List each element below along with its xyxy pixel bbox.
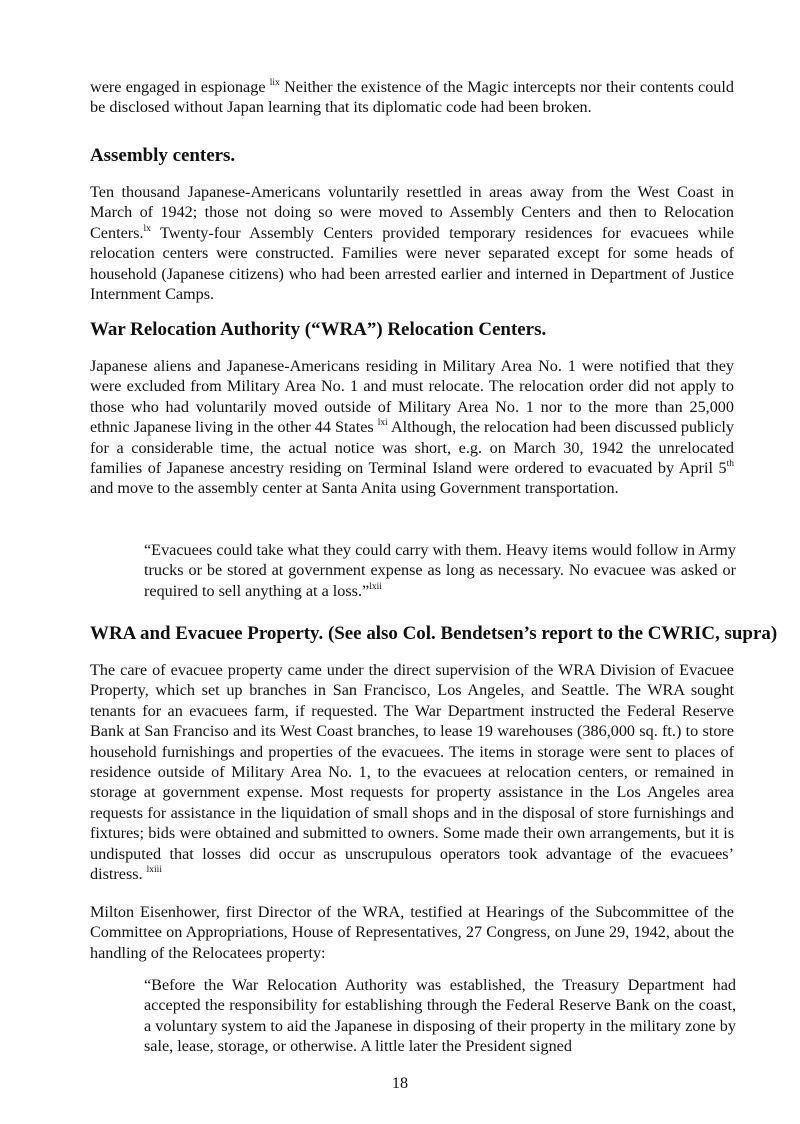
footnote-ref-lxiii: lxiii bbox=[146, 865, 162, 876]
paragraph-eisenhower-testimony: Milton Eisenhower, first Director of the WRA, testified at Hearings of the Subcommittee of the Committee on Appropriations, House of Representatives, 27 Congress, on June 29, 1942, about the handling of the Relocatees property: bbox=[90, 903, 734, 962]
superscript-th: th bbox=[726, 459, 734, 470]
footnote-ref-lix: lix bbox=[269, 78, 280, 88]
paragraph-wra-text-c: and move to the assembly center at Santa Anita using Government transportation. bbox=[90, 479, 619, 498]
quote-treasury-department: “Before the War Relocation Authority was established, the Treasury Department had accepted the responsibility for establishing through the Federal Reserve Bank on the coast, a voluntary system to aid the Japanese in disposing of their property in the military zone by sale, lease, storage, or otherwise. A little later the President signed bbox=[144, 976, 736, 1056]
footnote-ref-lxi: lxi bbox=[377, 418, 388, 429]
paragraph-evacuee-property bbox=[90, 660, 734, 884]
quote-evacuees bbox=[144, 540, 736, 601]
heading-wra-evacuee-property: WRA and Evacuee Property. (See also Col. Bendetsen’s report to the CWRIC, supra) bbox=[90, 623, 778, 644]
paragraph-wra-relocation-centers bbox=[90, 356, 734, 499]
footnote-ref-lx: lx bbox=[143, 223, 151, 234]
paragraph-assembly-centers bbox=[90, 182, 734, 304]
paragraph-wra-text-b: Although, the relocation had been discussed publicly for a considerable time, the actual notice was short, e.g. on March 30, 1942 the unrelocated families of Japanese ancestry residing on Terminal Island were ordered to evacuated by April 5 bbox=[90, 418, 734, 478]
quote-evacuees-text: “Evacuees could take what they could carry with them. Heavy items would follow in Army trucks or be stored at government expense as long as necessary. No evacuee was asked or required to sell anything at a loss.” bbox=[144, 541, 736, 600]
paragraph-assembly-text-b: Twenty-four Assembly Centers provided temporary residences for evacuees while relocation centers were constructed. Families were never separated except for some heads of household (Japanese citizens) who had been arrested earlier and interned in Department of Justice Internment Camps. bbox=[90, 223, 734, 304]
paragraph-wra-text-a: Japanese aliens and Japanese-Americans residing in Military Area No. 1 were notified that they were excluded from Military Area No. 1 and must relocate. The relocation order did not apply to those who had voluntarily moved outside of Military Area No. 1 nor to the more than 25,000 ethnic Japanese living in the other 44 States bbox=[90, 357, 734, 437]
paragraph-espionage-text-a: were engaged in espionage bbox=[90, 78, 270, 96]
paragraph-property-text: The care of evacuee property came under the direct supervision of the WRA Division of Evacuee Property, which set up branches in San Francisco, Los Angeles, and Seattle. The WRA sought tenants for an evacuees farm, if requested. The War Department instructed the Federal Reserve Bank at San Franciso and its West Coast branches, to lease 19 warehouses (386,000 sq. ft.) to store household furnishings and properties of the evacuees. The items in storage were sent to places of residence outside of Military Area No. 1, to the evacuees at relocation centers, or remained in storage at government expense. Most requests for property assistance in the Los Angeles area requests for assistance in the liquidation of small shops and in the disposal of store furnishings and fixtures; bids were obtained and submitted to owners. Some made their own arrangements, but it is undisputed that losses did occur as unscrupulous operators took advantage of the evacuees’ distress. bbox=[90, 661, 734, 884]
paragraph-espionage-text-b: Neither the existence of the Magic intercepts nor their contents could be disclosed without Japan learning that its diplomatic code had been broken. bbox=[90, 78, 734, 117]
page-number: 18 bbox=[391, 1074, 409, 1092]
paragraph-espionage bbox=[90, 77, 734, 118]
heading-wra-relocation-centers: War Relocation Authority (“WRA”) Relocation Centers. bbox=[90, 319, 547, 340]
heading-assembly-centers: Assembly centers. bbox=[90, 145, 236, 166]
paragraph-assembly-text-a: Ten thousand Japanese-Americans voluntarily resettled in areas away from the West Coast in March of 1942; those not doing so were moved to Assembly Centers and then to Relocation Centers. bbox=[90, 183, 734, 242]
footnote-ref-lxii: lxii bbox=[369, 581, 382, 592]
